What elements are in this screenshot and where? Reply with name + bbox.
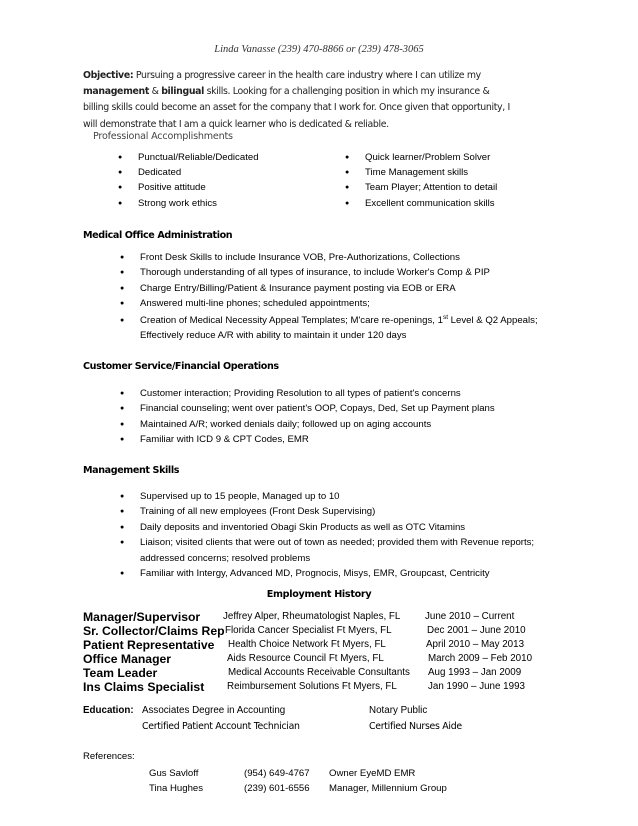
list-item: ● Answered multi-line phones; scheduled appointments; bbox=[120, 296, 560, 311]
list-item: ● Customer interaction; Providing Resolution to all types of patient's concerns bbox=[120, 386, 560, 401]
list-item: ● Training of all new employees (Front Desk Supervising) bbox=[120, 504, 560, 519]
list-item: ● Supervised up to 15 people, Managed up to 10 bbox=[120, 489, 560, 504]
employment-date: Dec 2001 – June 2010 bbox=[427, 625, 526, 636]
list-item: ● Time Management skills bbox=[345, 165, 497, 180]
employment-org: Aids Resource Council Ft Myers, FL bbox=[227, 653, 384, 664]
employment-date: March 2009 – Feb 2010 bbox=[428, 653, 533, 664]
employment-org: Health Choice Network Ft Myers, FL bbox=[228, 639, 386, 650]
objective-text-3: skills. Looking for a challenging position in which my insurance & billing skills could become an asset for the company that I work for. Once given that opportunity, I will demonstrate that I am a quick learner who is dedicated & reliable. bbox=[83, 86, 510, 130]
employment-role: Sr. Collector/Claims Rep bbox=[83, 624, 225, 638]
reference-title: Manager, Millennium Group bbox=[329, 783, 447, 794]
objective-text-2: & bbox=[148, 86, 162, 98]
objective-bold-management: management bbox=[83, 86, 149, 98]
education-certification-1: Certified Patient Account Technician bbox=[142, 721, 300, 732]
contact-header: Linda Vanasse (239) 470-8866 or (239) 478-3065 bbox=[214, 44, 424, 55]
reference-phone: (954) 649-4767 bbox=[244, 768, 310, 779]
employment-date: Jan 1990 – June 1993 bbox=[428, 681, 525, 692]
employment-org: Medical Accounts Receivable Consultants bbox=[228, 667, 410, 678]
list-item: ● Thorough understanding of all types of insurance, to include Worker's Comp & PIP bbox=[120, 265, 560, 280]
reference-phone: (239) 601-6556 bbox=[244, 783, 310, 794]
employment-date: June 2010 – Current bbox=[425, 611, 515, 622]
list-item: ● Daily deposits and inventoried Obagi Skin Products as well as OTC Vitamins bbox=[120, 520, 560, 535]
employment-history-title: Employment History bbox=[266, 589, 372, 600]
education-notary: Notary Public bbox=[369, 705, 428, 716]
objective-label: Objective: bbox=[83, 70, 134, 81]
employment-role: Team Leader bbox=[83, 666, 158, 680]
list-item: ● Liaison; visited clients that were out of town as needed; provided them with Revenue reports; addressed concerns; resolved problems bbox=[120, 535, 560, 566]
education-section bbox=[83, 703, 603, 735]
references-section bbox=[83, 751, 447, 794]
list-item: ● Familiar with Intergy, Advanced MD, Prognocis, Misys, EMR, Groupcast, Centricity bbox=[120, 566, 560, 581]
objective-paragraph bbox=[83, 68, 515, 133]
employment-role: Office Manager bbox=[83, 652, 172, 666]
list-item: ● Front Desk Skills to include Insurance VOB, Pre-Authorizations, Collections bbox=[120, 250, 560, 265]
list-item: ● Team Player; Attention to detail bbox=[345, 180, 497, 195]
list-item: ● Dedicated bbox=[118, 165, 259, 180]
education-degree: Associates Degree in Accounting bbox=[142, 705, 286, 716]
employment-org: Florida Cancer Specialist Ft Myers, FL bbox=[225, 625, 392, 636]
list-item: ● Punctual/Reliable/Dedicated bbox=[118, 150, 259, 165]
objective-bold-bilingual: bilingual bbox=[161, 86, 204, 98]
reference-title: Owner EyeMD EMR bbox=[329, 768, 416, 779]
management-skills-title: Management Skills bbox=[83, 465, 180, 476]
employment-date: Aug 1993 – Jan 2009 bbox=[428, 667, 522, 678]
list-item: ● Maintained A/R; worked denials daily; followed up on aging accounts bbox=[120, 417, 560, 432]
list-item: ● Quick learner/Problem Solver bbox=[345, 150, 497, 165]
employment-date: April 2010 – May 2013 bbox=[426, 639, 525, 650]
list-item: ● Charge Entry/Billing/Patient & Insurance payment posting via EOB or ERA bbox=[120, 281, 560, 296]
reference-row bbox=[149, 768, 416, 779]
employment-role: Ins Claims Specialist bbox=[83, 680, 205, 694]
medical-office-title: Medical Office Administration bbox=[83, 230, 233, 241]
reference-name: Gus Savloff bbox=[149, 768, 199, 779]
customer-service-list bbox=[120, 386, 560, 448]
education-certification-2: Certified Nurses Aide bbox=[369, 721, 462, 732]
list-item: ● Familiar with ICD 9 & CPT Codes, EMR bbox=[120, 432, 560, 447]
list-item: ● Positive attitude bbox=[118, 180, 259, 195]
employment-role: Manager/Supervisor bbox=[83, 610, 201, 624]
objective-text-1: Pursuing a progressive career in the health care industry where I can utilize my bbox=[133, 70, 481, 81]
list-item: ● Financial counseling; went over patient's OOP, Copays, Ded, Set up Payment plans bbox=[120, 401, 560, 416]
list-item: ● Excellent communication skills bbox=[345, 196, 497, 211]
employment-role: Patient Representative bbox=[83, 638, 215, 652]
list-item bbox=[120, 313, 560, 344]
employment-org: Jeffrey Alper, Rheumatologist Naples, FL bbox=[223, 611, 401, 622]
professional-accomplishments-title: Professional Accomplishments bbox=[93, 131, 233, 142]
customer-service-title: Customer Service/Financial Operations bbox=[83, 361, 279, 372]
management-skills-list bbox=[120, 489, 560, 581]
reference-row bbox=[149, 783, 447, 794]
superscript-st: st bbox=[442, 313, 449, 321]
list-item-text-pre: Creation of Medical Necessity Appeal Templates; M'care re-openings, 1 bbox=[140, 314, 443, 326]
medical-office-list bbox=[120, 250, 560, 343]
list-item-text-post: Level & Q2 Appeals; Effectively reduce A/R with ability to maintain it under 120 days bbox=[140, 314, 538, 342]
accomplishments-left-column bbox=[118, 150, 259, 211]
education-label: Education: bbox=[83, 705, 134, 716]
references-label: References: bbox=[83, 751, 135, 762]
accomplishments-right-column bbox=[345, 150, 497, 211]
reference-name: Tina Hughes bbox=[149, 783, 204, 794]
employment-org: Reimbursement Solutions Ft Myers, FL bbox=[227, 681, 397, 692]
list-item: ● Strong work ethics bbox=[118, 196, 259, 211]
